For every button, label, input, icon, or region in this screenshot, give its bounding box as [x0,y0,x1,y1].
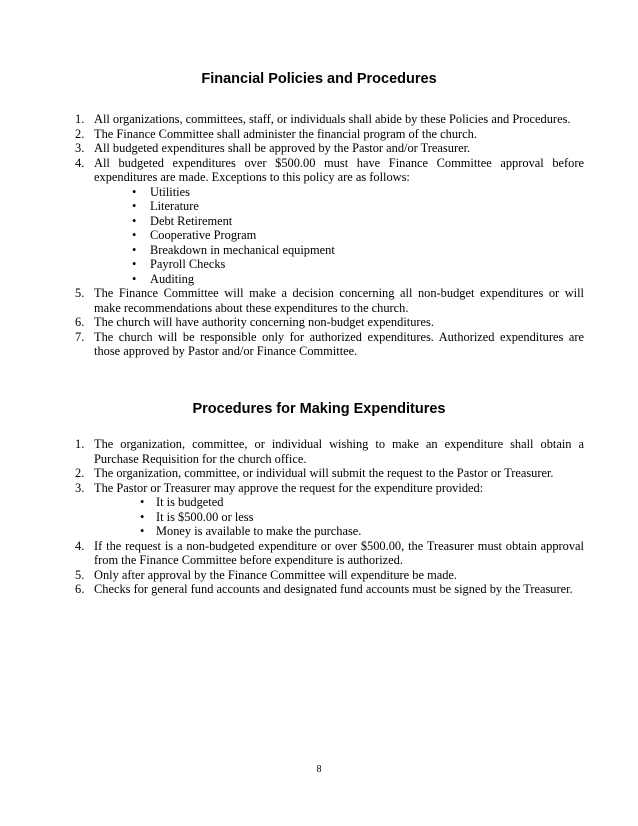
item-text: Checks for general fund accounts and designated fund accounts must be signed by the Treasurer. [94,582,573,596]
bullet-item: • Breakdown in mechanical equipment [0,243,584,258]
item-text: The church will have authority concerning non-budget expenditures. [94,315,434,329]
item-number: 1. [75,437,85,451]
list-item [0,481,584,539]
bullet-item: • Auditing [0,272,584,287]
list-item [0,466,584,481]
item-number: 3. [75,480,85,495]
bullet-item: • Cooperative Program [0,228,584,243]
item-number: 5. [75,286,85,300]
list-item [0,286,584,315]
list-item [0,112,584,127]
item-text: The Finance Committee shall administer the financial program of the church. [94,126,477,141]
bullet-item: • Utilities [0,185,584,200]
item-number: 2. [75,126,85,141]
item-text: If the request is a non-budgeted expenditure or over $500.00, the Treasurer must obtain approval from the Finance Committee before expenditure is authorized. [94,538,584,567]
item-text: All budgeted expenditures over $500.00 must have Finance Committee approval before expenditures are made. Exceptions to this policy are as follows: [94,155,584,184]
list-item [0,127,584,142]
item-number: 7. [75,329,85,344]
list-item [0,156,584,287]
bullet-item: • It is budgeted [0,495,584,510]
section-title-procedures: Procedures for Making Expenditures [192,401,446,417]
item-text: Only after approval by the Finance Committee will expenditure be made. [94,567,458,582]
item-text: The Finance Committee will make a decision concerning all non-budget expenditures or will make recommendations about these expenditures to the church. [94,286,584,315]
approval-conditions-list [94,495,584,539]
item-text: The organization, committee, or individual will submit the request to the Pastor or Treasurer. [94,466,554,480]
bullet-item: • Payroll Checks [0,257,584,272]
item-text: All organizations, committees, staff, or individuals shall abide by these Policies and Procedures. [94,112,571,126]
expenditure-procedures-list [0,437,584,597]
item-text: All budgeted expenditures shall be approved by the Pastor and/or Treasurer. [94,141,471,155]
item-number: 6. [75,315,85,329]
bullet-item: • It is $500.00 or less [0,510,584,525]
item-number: 2. [75,466,85,480]
item-number: 1. [75,112,85,126]
list-item [0,539,584,568]
list-item [0,141,584,156]
bullet-item: • Debt Retirement [0,214,584,229]
bullet-item: • Money is available to make the purchase. [0,524,584,539]
item-number: 6. [75,582,85,596]
item-text: The organization, committee, or individual wishing to make an expenditure shall obtain a Purchase Requisition for the church office. [94,437,584,466]
item-number: 4. [75,538,85,553]
section-title-financial-policies: Financial Policies and Procedures [201,71,437,87]
item-number: 4. [75,155,85,170]
list-item [0,582,584,597]
list-item [0,315,584,330]
page-number: 8 [316,764,322,775]
financial-policies-list [0,112,584,359]
item-number: 3. [75,141,85,155]
list-item [0,330,584,359]
item-text: The church will be responsible only for authorized expenditures. Authorized expenditures are those approved by Pastor and/or Finance Committee. [94,329,584,358]
list-item [0,568,584,583]
exceptions-list [94,185,584,287]
list-item [0,437,584,466]
item-number: 5. [75,567,85,582]
bullet-item: • Literature [0,199,584,214]
item-text: The Pastor or Treasurer may approve the request for the expenditure provided: [94,480,484,495]
